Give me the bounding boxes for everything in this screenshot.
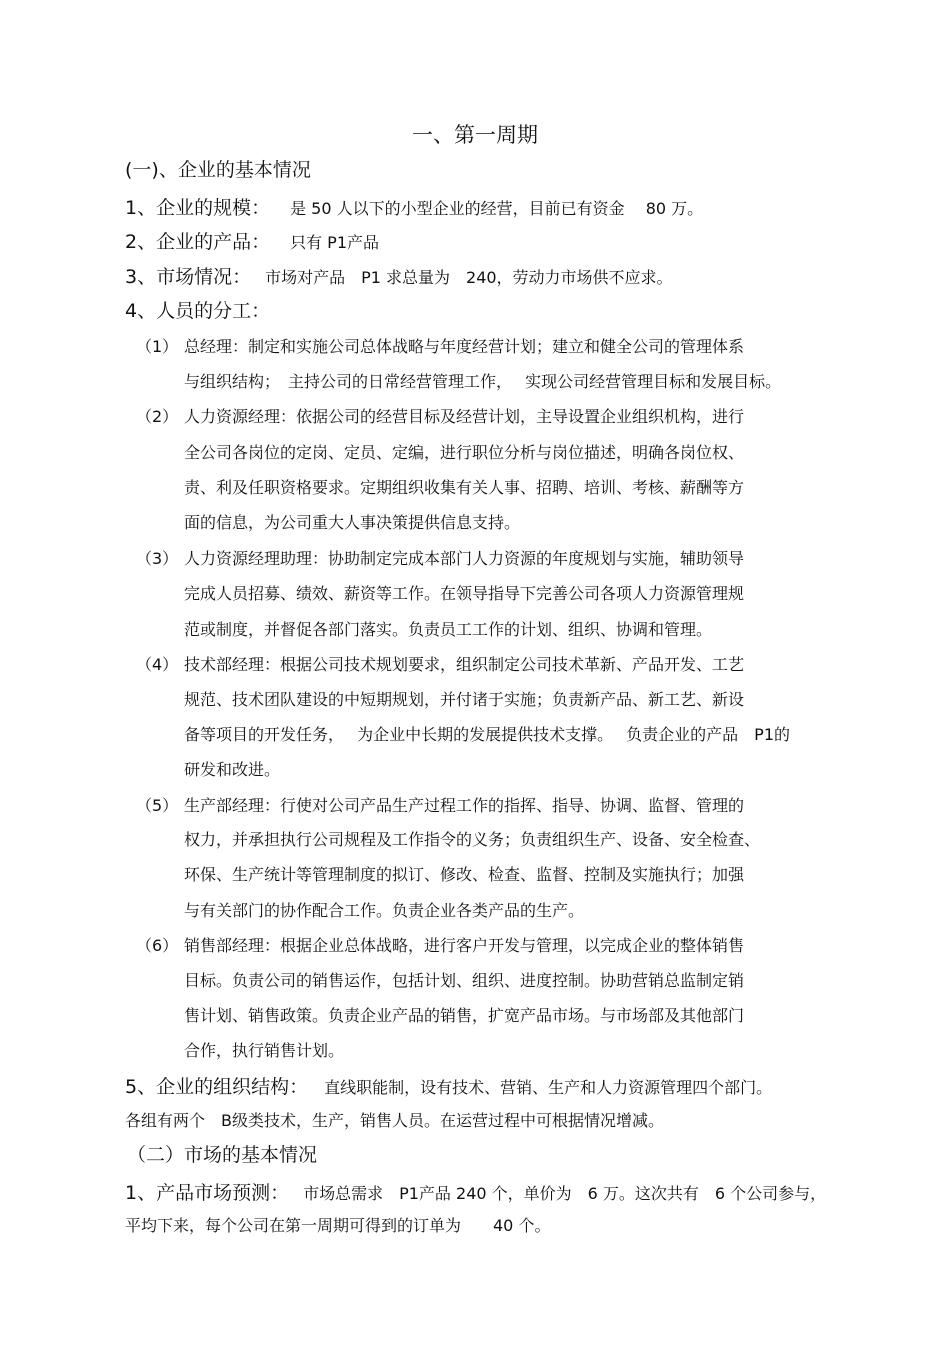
role-number: （4） [136, 655, 179, 674]
role-line: 生产部经理：行使对公司产品生产过程工作的指挥、指导、协调、监督、管理的 [184, 796, 745, 815]
role-number: （1） [136, 337, 179, 356]
role-line: 合作，执行销售计划。 [184, 1041, 345, 1060]
role-line: 完成人员招募、绩效、薪资等工作。在领导指导下完善公司各项人力资源管理规 [184, 584, 745, 603]
role-line: 范或制度，并督促各部门落实。负责员工工作的计划、组织、协调和管理。 [184, 620, 713, 639]
role-line: 研发和改进。 [184, 760, 281, 779]
role-line: 人力资源经理：依据公司的经营目标及经营计划，主导设置企业组织机构，进行 [184, 407, 745, 426]
item-label: 5、企业的组织结构： [125, 1076, 309, 1098]
role-number: （3） [136, 549, 179, 568]
item-label: 2、企业的产品： [125, 231, 271, 253]
info-item [125, 1074, 772, 1101]
item-continuation: 平均下来，每个公司在第一周期可得到的订单为 40 个。 [125, 1216, 551, 1235]
item-value: 市场对产品 P1 求总量为 240，劳动力市场供不应求。 [265, 268, 673, 287]
role-line: 规范、技术团队建设的中短期规划，并付诸于实施；负责新产品、新工艺、新设 [184, 690, 745, 709]
page-title: 一、第一周期 [412, 123, 538, 147]
item-value: 直线职能制，设有技术、营销、生产和人力资源管理四个部门。 [324, 1078, 773, 1097]
role-number: （5） [136, 796, 179, 815]
item-label: 1、企业的规模： [125, 197, 271, 219]
role-line: 与组织结构； 主持公司的日常经营管理工作， 实现公司经营管理目标和发展目标。 [184, 372, 782, 391]
item-value: 市场总需求 P1产品 240 个，单价为 6 万。这次共有 6 个公司参与， [303, 1184, 827, 1203]
role-line: 销售部经理：根据企业总体战略，进行客户开发与管理，以完成企业的整体销售 [184, 936, 745, 955]
role-line: 总经理：制定和实施公司总体战略与年度经营计划；建立和健全公司的管理体系 [184, 337, 745, 356]
item-value: 只有 P1产品 [290, 233, 380, 252]
role-line: 目标。负责公司的销售运作，包括计划、组织、进度控制。协助营销总监制定销 [184, 971, 745, 990]
item-label: 3、市场情况： [125, 266, 252, 288]
role-line: 技术部经理：根据公司技术规划要求，组织制定公司技术革新、产品开发、工艺 [184, 655, 745, 674]
role-line: 环保、生产统计等管理制度的拟订、修改、检查、监督、控制及实施执行；加强 [184, 865, 745, 884]
role-number: （6） [136, 936, 179, 955]
item-label: 4、人员的分工： [125, 300, 271, 322]
section-heading: (一)、企业的基本情况 [125, 159, 311, 181]
role-line: 人力资源经理助理：协助制定完成本部门人力资源的年度规划与实施，辅助领导 [184, 549, 745, 568]
role-number: （2） [136, 407, 179, 426]
info-item [125, 264, 673, 291]
item-label: 1、产品市场预测： [125, 1182, 290, 1204]
role-line: 责、利及任职资格要求。定期组织收集有关人事、招聘、培训、考核、薪酬等方 [184, 478, 745, 497]
role-line: 权力，并承担执行公司规程及工作指令的义务；负责组织生产、设备、安全检查、 [184, 830, 761, 849]
section-heading: （二）市场的基本情况 [127, 1144, 318, 1166]
info-item [125, 298, 270, 324]
role-line: 与有关部门的协作配合工作。负责企业各类产品的生产。 [184, 901, 585, 920]
info-item [125, 229, 379, 256]
role-line: 面的信息，为公司重大人事决策提供信息支持。 [184, 513, 521, 532]
info-item [125, 1180, 826, 1207]
role-line: 全公司各岗位的定岗、定员、定编，进行职位分析与岗位描述，明确各岗位权、 [184, 443, 745, 462]
info-item [125, 195, 703, 222]
role-line: 售计划、销售政策。负责企业产品的销售，扩宽产品市场。与市场部及其他部门 [184, 1006, 745, 1025]
item-continuation: 各组有两个 B级类技术，生产，销售人员。在运营过程中可根据情况增减。 [125, 1111, 664, 1130]
item-value: 是 50 人以下的小型企业的经营，目前已有资金 80 万。 [290, 199, 704, 218]
role-line: 备等项目的开发任务， 为企业中长期的发展提供技术支撑。 负责企业的产品 P1的 [184, 725, 791, 744]
